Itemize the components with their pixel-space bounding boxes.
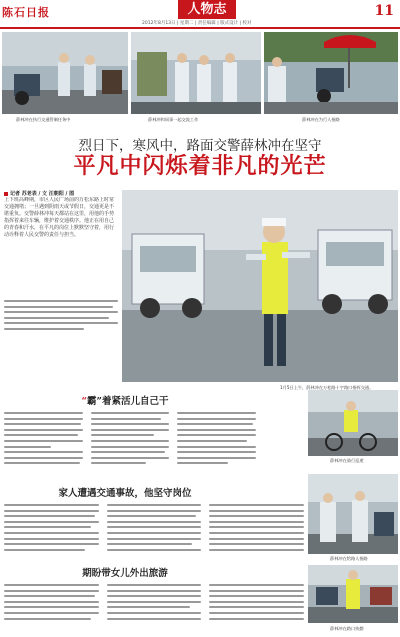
text-line	[209, 584, 304, 586]
text-line	[107, 532, 202, 534]
text-line	[4, 515, 95, 517]
text-line	[4, 543, 99, 545]
right-photo-1	[308, 390, 398, 456]
text-line	[209, 532, 304, 534]
text-line	[4, 412, 83, 414]
text-line	[107, 504, 202, 506]
text-line	[177, 418, 256, 420]
text-line	[107, 595, 202, 597]
article-subtitle: 烈日下，寒风中，路面交警薛林冲在坚守	[78, 138, 322, 154]
text-line	[4, 538, 99, 540]
section-1-quote-mark: “	[81, 396, 87, 407]
right-photo-3	[308, 565, 398, 623]
text-line	[91, 457, 170, 459]
right-photo-1-caption: 薛林冲在骑行巡逻	[330, 458, 364, 463]
text-line	[209, 590, 304, 592]
text-line	[4, 532, 99, 534]
text-line	[107, 521, 202, 523]
text-line	[209, 595, 304, 597]
text-line	[4, 418, 83, 420]
section-2-text	[4, 504, 304, 560]
top-photo-1-caption: 薛林冲在执行交通管制任务中	[16, 117, 71, 122]
text-line	[209, 504, 304, 506]
text-line	[209, 549, 304, 551]
text-line	[4, 606, 99, 608]
text-line	[177, 457, 256, 459]
text-line	[4, 317, 109, 319]
main-photo-image	[122, 190, 398, 382]
section-1-text	[4, 412, 256, 492]
text-line	[4, 429, 83, 431]
section-3-heading	[0, 565, 250, 579]
text-line	[209, 510, 304, 512]
dateline: 2012年8月13日 | 星期二 | 责任编辑 | 版式设计 | 校对	[142, 21, 252, 26]
text-line	[4, 451, 83, 453]
text-line	[91, 451, 165, 453]
newspaper-logo: 陈石日报	[2, 6, 50, 19]
text-line	[107, 606, 190, 608]
text-line	[107, 618, 202, 620]
text-line	[4, 300, 118, 302]
text-line	[107, 543, 192, 545]
text-line	[177, 434, 256, 436]
section-2-title: 家人遭遇交通事故，他坚守岗位	[58, 488, 192, 499]
text-line	[209, 601, 304, 603]
masthead	[0, 0, 400, 28]
text-line	[4, 601, 99, 603]
text-line	[107, 510, 202, 512]
section-1-heading	[0, 393, 250, 407]
section-3-title: 期盼带女儿外出旅游	[82, 568, 168, 579]
text-line	[177, 429, 256, 431]
top-photo-2-image	[131, 32, 261, 114]
top-photo-1	[2, 32, 128, 114]
text-line	[4, 440, 83, 442]
lead-paragraph: 上下班高峰期，市区人民广场前的万松东路上时常交通拥堵；一旦遇到阴雨天或节假日，交通更是不堪重负。交警薛林冲每天都站在这里，用他的手势指挥着来往车辆，维护着交通秩序。他正在用自己的青春和汗水，在平凡的岗位上默默坚守着，用行动诠释着人民交警的责任与担当。	[4, 197, 115, 238]
article-headline: 平凡中闪烁着非凡的光芒	[73, 153, 327, 179]
text-line	[4, 549, 85, 551]
text-line	[91, 429, 170, 431]
text-line	[209, 543, 304, 545]
top-photo-2	[131, 32, 261, 114]
text-line	[4, 423, 81, 425]
top-photo-3	[264, 32, 398, 114]
byline	[4, 190, 74, 197]
text-line	[177, 446, 256, 448]
text-line	[4, 590, 99, 592]
text-line	[209, 618, 304, 620]
text-line	[91, 434, 154, 436]
text-line	[4, 618, 91, 620]
right-photo-1-image	[308, 390, 398, 456]
text-line	[4, 328, 84, 330]
text-line	[4, 504, 99, 506]
text-line	[4, 521, 99, 523]
text-line	[107, 584, 202, 586]
text-line	[4, 322, 118, 324]
text-line	[209, 515, 304, 517]
text-line	[4, 595, 95, 597]
text-line	[107, 515, 196, 517]
text-line	[4, 311, 118, 313]
text-line	[209, 612, 304, 614]
text-line	[4, 434, 78, 436]
text-line	[177, 440, 246, 442]
text-line	[209, 521, 304, 523]
text-line	[177, 412, 256, 414]
text-line	[177, 423, 253, 425]
top-photo-1-image	[2, 32, 128, 114]
section-1-title: 霸”着紧活儿自己干	[87, 396, 169, 407]
top-photo-2-caption: 薛林冲和同事一起交流工作	[148, 117, 199, 122]
text-line	[4, 510, 99, 512]
text-line	[4, 446, 51, 448]
text-line	[107, 612, 202, 614]
page-number: 11	[374, 3, 394, 19]
top-photo-3-image	[264, 32, 398, 114]
text-line	[4, 457, 83, 459]
text-line	[91, 462, 146, 464]
text-line	[4, 584, 99, 586]
text-line	[209, 538, 304, 540]
byline-marker-icon	[4, 192, 8, 196]
text-line	[107, 526, 202, 528]
right-photo-2	[308, 474, 398, 554]
lead-text-column	[4, 300, 118, 360]
right-photo-2-caption: 薛林冲在给路人指路	[330, 556, 368, 561]
text-line	[91, 423, 170, 425]
text-line	[4, 526, 91, 528]
section-3-text	[4, 584, 304, 634]
right-photo-3-image	[308, 565, 398, 623]
text-line	[107, 538, 202, 540]
text-line	[107, 549, 202, 551]
text-line	[177, 451, 256, 453]
text-line	[4, 462, 80, 464]
section-2-heading	[0, 485, 250, 499]
masthead-rule	[0, 27, 400, 29]
text-line	[4, 612, 99, 614]
text-line	[177, 462, 227, 464]
text-line	[91, 446, 170, 448]
byline-text: 记者 苏老表 / 文 汪朝阳 / 图	[10, 191, 75, 197]
top-photo-3-caption: 薛林冲在为行人指路	[302, 117, 340, 122]
text-line	[107, 601, 202, 603]
section-tab: 人物志	[178, 0, 236, 19]
main-photo	[122, 190, 398, 382]
text-line	[4, 306, 113, 308]
text-line	[209, 526, 304, 528]
text-line	[91, 440, 170, 442]
text-line	[107, 590, 202, 592]
right-photo-3-caption: 薛林冲在路口执勤	[330, 626, 364, 631]
right-photo-2-image	[308, 474, 398, 554]
text-line	[209, 606, 304, 608]
text-line	[91, 418, 162, 420]
main-photo-caption: 1月5日上午，薛林冲在万松路十字路口指挥交通。	[280, 385, 374, 390]
text-line	[91, 412, 170, 414]
